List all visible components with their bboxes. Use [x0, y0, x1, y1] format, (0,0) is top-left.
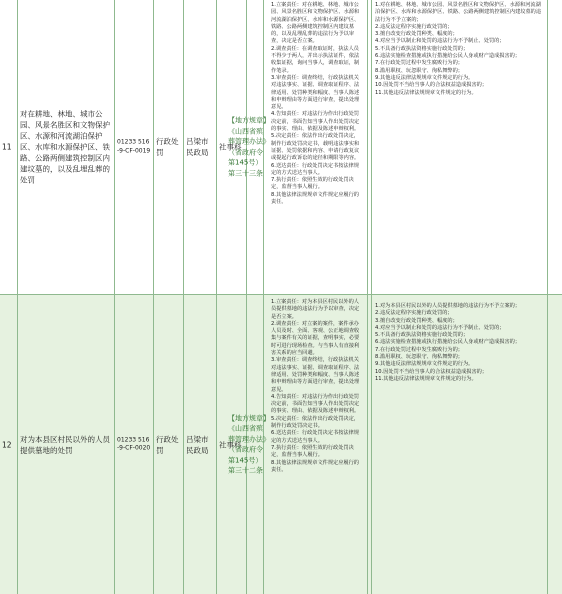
remark-cell [548, 0, 562, 294]
item-type: 行政处罚 [156, 434, 179, 455]
table-row [0, 295, 562, 594]
accountability-text: 1.对在耕地、林地、城市公园、风景名胜区和文物保护区、水源和河流湖泊保护区、水库和水源保护区、铁路、公路两侧建筑控制区内建坟墓的违法行为不予立案的； 2.违反法定程序实施行政处罚的； 3.擅自改变行政处罚种类、幅度的； 4.对应当予以制止和处罚的违法行为不予制止、处罚的； 5.不具备行政执法资格实施行政处罚的； 6.违法实施检查措施或执行措施给公民人身或财产造成损害的； 7.在行政处罚过程中发生腐败行为的； 8.滥用职权、玩忽职守、徇私舞弊的； 9.其他违反法律法规规章文件规定的行为。 10.因处罚不当给当事人的合法权益造成损害的； 11.其他违反法律法规规章文件规定的行为。 [375, 2, 542, 96]
org-cell [184, 295, 217, 594]
legal-basis: 【地方规章】《山西省殡葬管理办法》（省政府令第145号）第三十二条 [228, 414, 267, 475]
legal-basis-cell [224, 0, 268, 294]
item-name: 对在耕地、林地、城市公园、风景名胜区和文物保护区、水源和河流湖泊保护区、水库和水源保护区、铁路、公路两侧建筑控制区内建坟墓的，以及乱埋乱葬的处罚 [20, 109, 110, 185]
dept-name: 社事科 [219, 142, 242, 152]
org-name: 吕梁市民政局 [186, 137, 209, 157]
responsibility-text: 1.立案责任：对为本县区村民以外的人员提供墓地的违法行为予以审查，决定是否立案。 2.调查责任：对立案的案件，案件承办人员及时、全面、客观、公正地调查收集与案件有关的证据，查明事实，必要时可进行现场检查。与当事人有直接利害关系的应当回避。 3.审查责任：调查终结，行政执法机关对违法事实、证据、调查取证程序、法律适用、处罚种类和幅度、当事人陈述和申辩理由等方面进行审查，提出处理意见。 4.告知责任：对违法行为作出行政处罚决定前，书面告知当事人作出处罚决定的事实、理由、依据及陈述申辩权利。 5.决定责任：依法作出行政处罚决定，制作行政处罚决定书。 6.送达责任：行政处罚决定书按法律规定的方式送达当事人。 7.执行责任：依照生效的行政处罚决定，监督当事人履行。 8.其他法律法规规章文件规定应履行的责任。 [271, 299, 360, 473]
responsibility-text: 1.立案责任：对在耕地、林地、城市公园、风景名胜区和文物保护区、水源和河流湖泊保护区、水库和水源保护区、铁路、公路两侧建筑控制区内建坟墓的，以及乱埋乱葬的违法行为予以审查，决定是否立案。 2.调查责任：在调查取证时，执法人员不得少于两人，并出示执法证件，依法收集证据，询问当事人，调查取证，制作笔录。 3.审查责任：调查终结，行政执法机关对违法事实、证据、调查取证程序、法律适用、处罚种类和幅度、当事人陈述和申辩理由等方面进行审查，提出处理意见。 4.告知责任：对违法行为作出行政处罚决定前，书面告知当事人作出处罚决定的事实、理由、依据及陈述申辩权利。 5.决定责任：依法作出行政处罚决定，制作行政处罚决定书，载明违法事实和证据、处罚依据和内容、申请行政复议或提起行政诉讼的途径和期限等内容。 6.送达责任：行政处罚决定书按法律规定的方式送达当事人。 7.执行责任：依照生效的行政处罚决定，监督当事人履行。 8.其他法律法规规章文件规定应履行的责任。 [271, 2, 360, 206]
row-number: 11 [2, 142, 12, 152]
item-code-cell [115, 0, 154, 294]
item-name-cell [18, 295, 115, 594]
row-number-cell [0, 0, 18, 294]
legal-basis-cell [224, 295, 268, 594]
dept-name: 社事科 [219, 440, 242, 449]
item-name: 对为本县区村民以外的人员提供墓地的处罚 [20, 434, 110, 455]
responsibility-cell [268, 295, 368, 594]
item-code: 01233 516-9-CF-0019 [117, 138, 151, 154]
item-code-cell [115, 295, 154, 594]
item-type-cell [154, 0, 184, 294]
table-row [0, 0, 562, 295]
item-code: 01233 516-9-CF-0020 [117, 436, 151, 452]
org-name: 吕梁市民政局 [186, 434, 209, 455]
row-number-cell [0, 295, 18, 594]
remark-cell [548, 295, 562, 594]
item-type-cell [154, 295, 184, 594]
accountability-cell [372, 295, 548, 594]
item-name-cell [18, 0, 115, 294]
accountability-text: 1.对为本县区村民以外的人员提供墓地的违法行为不予立案的； 2.违反法定程序实施行政处罚的； 3.擅自改变行政处罚种类、幅度的； 4.对应当予以制止和处罚的违法行为不予制止、处罚的； 5.不具备行政执法资格实施行政处罚的； 6.违法实施检查措施或执行措施给公民人身或财产造成损害的； 7.在行政处罚过程中发生腐败行为的； 8.滥用职权、玩忽职守、徇私舞弊的； 9.其他违反法律法规规章文件规定的行为。 10.因处罚不当给当事人的合法权益造成损害的； 11.其他违反法律法规规章文件规定的行为。 [375, 303, 521, 382]
row-number: 12 [2, 440, 12, 449]
legal-basis: 【地方规章】《山西省殡葬管理办法》（省政府令第145号）第三十三条 [228, 116, 267, 177]
item-type: 行政处罚 [156, 137, 179, 157]
org-cell [184, 0, 217, 294]
accountability-cell [372, 0, 548, 294]
responsibility-cell [268, 0, 368, 294]
